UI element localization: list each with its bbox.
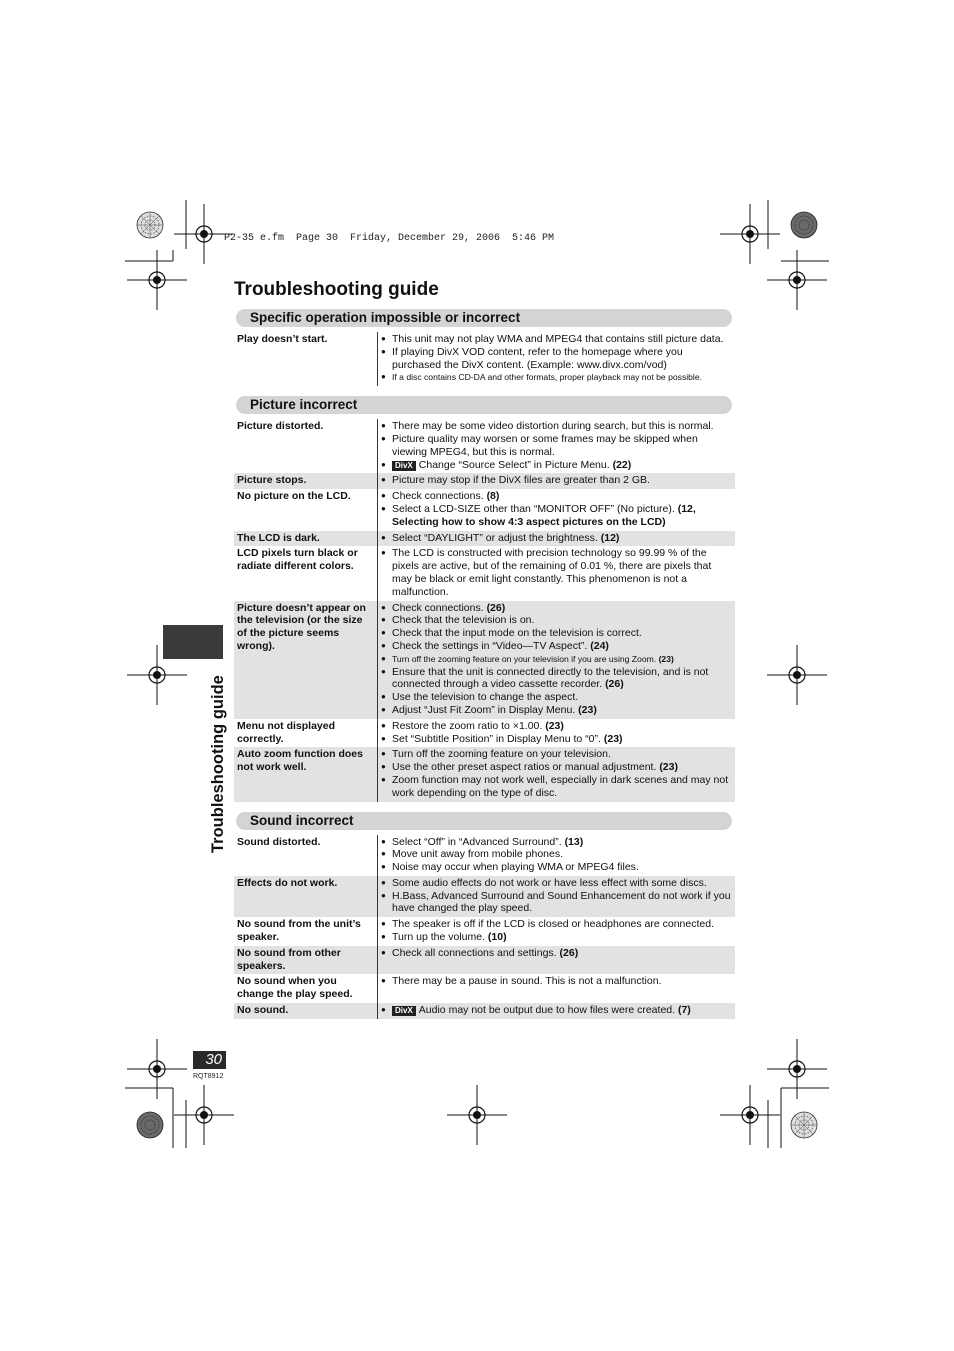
list-item (381, 931, 733, 944)
list-item (381, 704, 733, 717)
item-text: Picture quality may worsen or some frames may be skipped when viewing MPEG4, but this is normal. (392, 432, 698, 458)
item-text: Check the settings in “Video—TV Aspect”. (392, 639, 588, 652)
item-text: The LCD is constructed with precision technology so 99.99 % of the pixels are active, but of the remaining of 0.01 %, there are pixels that may be black or emit light constantly. This phenomenon is not a malfunction. (392, 547, 712, 598)
table-row (234, 531, 735, 547)
solution-list (381, 532, 733, 545)
table-row (234, 876, 735, 917)
list-item (381, 691, 733, 704)
page-reference: (13) (564, 835, 584, 848)
solution-list (381, 420, 733, 471)
page-reference: (23) (578, 703, 597, 716)
page-reference: (26) (559, 946, 579, 959)
problem-cell: No sound when you change the play speed. (234, 974, 378, 1003)
list-item (381, 614, 733, 627)
list-item (381, 547, 733, 598)
list-item (381, 420, 733, 433)
solution-list (381, 748, 733, 799)
item-text: Restore the zoom ratio to ×1.00. (392, 719, 543, 732)
item-text: Picture may stop if the DivX files are greater than 2 GB. (392, 474, 650, 487)
page-reference: (22) (612, 458, 632, 471)
solution-cell (378, 747, 736, 801)
item-text: If playing DivX VOD content, refer to the homepage where you purchased the DivX content. (Example: www.divx.com/vod) (392, 345, 683, 371)
list-item (381, 748, 733, 761)
list-item (381, 602, 733, 615)
list-item (381, 371, 733, 384)
page-reference: (23) (658, 653, 674, 664)
solution-list (381, 490, 733, 528)
solution-list (381, 602, 733, 717)
solution-cell (378, 419, 736, 473)
item-text: If a disc contains CD-DA and other formats, proper playback may not be possible. (392, 372, 703, 383)
list-item (381, 666, 733, 692)
item-text: H.Bass, Advanced Surround and Sound Enhancement do not work if you have changed the play speed. (392, 889, 731, 915)
list-item (381, 975, 733, 988)
list-item (381, 890, 733, 916)
list-item (381, 474, 733, 487)
solution-list (381, 474, 733, 487)
list-item (381, 333, 733, 346)
problem-cell: The LCD is dark. (234, 531, 378, 547)
table-row (234, 332, 735, 386)
section-heading: Specific operation impossible or incorrect (236, 309, 732, 327)
section (234, 309, 735, 386)
item-text: Check all connections and settings. (392, 946, 557, 959)
problem-cell: No sound from other speakers. (234, 946, 378, 975)
list-item (381, 459, 733, 472)
page-reference: (7) (677, 1004, 691, 1017)
page-reference: (24) (590, 639, 609, 652)
item-text: Noise may occur when playing WMA or MPEG4 files. (392, 861, 639, 874)
table-row (234, 946, 735, 975)
table-row (234, 473, 735, 489)
troubleshooting-content (234, 309, 735, 1029)
solution-cell (378, 974, 736, 1003)
problem-cell: Sound distorted. (234, 835, 378, 876)
list-item (381, 918, 733, 931)
item-text: Select a LCD-SIZE other than “MONITOR OFF” (No picture). (392, 502, 675, 515)
item-text: Ensure that the unit is connected directly to the television, and is not connected through a video cassette recorder. (392, 665, 709, 691)
item-text: Some audio effects do not work or have less effect with some discs. (392, 876, 707, 889)
solution-cell (378, 601, 736, 719)
page-reference: (12, Selecting how to show 4:3 aspect pictures on the LCD) (392, 502, 696, 528)
solution-cell (378, 531, 736, 547)
solution-cell (378, 473, 736, 489)
item-text: Turn off the zooming feature on your television if you are using Zoom. (392, 653, 657, 664)
item-text: Select “Off” in “Advanced Surround”. (392, 835, 562, 848)
list-item (381, 761, 733, 774)
divx-badge: DivX (392, 461, 416, 471)
item-text: Adjust “Just Fit Zoom” in Display Menu. (392, 703, 576, 716)
side-tab-marker (163, 625, 223, 659)
table-row (234, 719, 735, 748)
solution-cell (378, 876, 736, 917)
page-reference: (23) (603, 732, 623, 745)
solution-cell (378, 917, 736, 946)
section-heading: Sound incorrect (236, 812, 732, 830)
list-item (381, 733, 733, 746)
page-reference: (23) (659, 761, 678, 774)
table-row (234, 546, 735, 600)
solution-list (381, 720, 733, 746)
list-item (381, 836, 733, 849)
list-item (381, 1004, 733, 1017)
solution-cell (378, 489, 736, 530)
table-row (234, 1003, 735, 1019)
page-reference: (26) (605, 678, 624, 691)
solution-cell (378, 835, 736, 876)
list-item (381, 877, 733, 890)
list-item (381, 346, 733, 372)
section (234, 396, 735, 801)
divx-badge: DivX (392, 1006, 416, 1016)
problem-cell: Picture stops. (234, 473, 378, 489)
item-text: Set “Subtitle Position” in Display Menu to “0”. (392, 732, 601, 745)
table-row (234, 747, 735, 801)
problem-cell: No sound. (234, 1003, 378, 1019)
item-text: Check that the input mode on the television is correct. (392, 627, 642, 640)
solution-cell (378, 1003, 736, 1019)
list-item (381, 503, 733, 529)
page-number: 30 (193, 1051, 226, 1069)
item-text: This unit may not play WMA and MPEG4 that contains still picture data. (392, 333, 724, 345)
troubleshooting-table (234, 835, 735, 1019)
solution-list (381, 918, 733, 944)
problem-cell: Auto zoom function does not work well. (234, 747, 378, 801)
item-text: The speaker is off if the LCD is closed or headphones are connected. (392, 918, 714, 931)
table-row (234, 835, 735, 876)
list-item (381, 774, 733, 800)
item-text: Check connections. (392, 490, 484, 503)
problem-cell: Play doesn’t start. (234, 332, 378, 386)
problem-cell: Picture distorted. (234, 419, 378, 473)
solution-list (381, 333, 733, 384)
troubleshooting-table (234, 419, 735, 801)
solution-cell (378, 332, 736, 386)
troubleshooting-table (234, 332, 735, 386)
item-text: Use the other preset aspect ratios or manual adjustment. (392, 761, 657, 774)
solution-list (381, 836, 733, 874)
list-item (381, 653, 733, 666)
solution-list (381, 877, 733, 915)
side-tab-label: Troubleshooting guide (209, 675, 227, 853)
item-text: Audio may not be output due to how files were created. (418, 1004, 676, 1017)
table-row (234, 489, 735, 530)
problem-cell: Picture doesn’t appear on the television (or the size of the picture seems wrong). (234, 601, 378, 719)
item-text: Zoom function may not work well, especially in dark scenes and may not work depending on the type of disc. (392, 773, 729, 799)
item-text: There may be a pause in sound. This is not a malfunction. (392, 975, 662, 988)
page-title: Troubleshooting guide (234, 279, 439, 300)
list-item (381, 433, 733, 459)
solution-list (381, 1004, 733, 1017)
problem-cell: LCD pixels turn black or radiate different colors. (234, 546, 378, 600)
list-item (381, 532, 733, 545)
item-text: Change “Source Select” in Picture Menu. (418, 458, 610, 471)
table-row (234, 601, 735, 719)
list-item (381, 861, 733, 874)
page-reference: (10) (487, 931, 507, 944)
solution-list (381, 947, 733, 960)
page-reference: (12) (600, 531, 620, 544)
solution-cell (378, 719, 736, 748)
table-row (234, 974, 735, 1003)
item-text: Check connections. (392, 601, 484, 614)
page-reference: (23) (545, 719, 564, 732)
item-text: There may be some video distortion during search, but this is normal. (392, 420, 714, 433)
section-heading: Picture incorrect (236, 396, 732, 414)
item-text: Check that the television is on. (392, 614, 535, 627)
problem-cell: Menu not displayed correctly. (234, 719, 378, 748)
item-text: Turn up the volume. (392, 931, 485, 944)
list-item (381, 720, 733, 733)
list-item (381, 627, 733, 640)
page-reference: (8) (486, 490, 500, 503)
item-text: Move unit away from mobile phones. (392, 848, 563, 861)
page-reference: (26) (486, 601, 506, 614)
model-code: RQT8912 (193, 1073, 224, 1080)
solution-cell (378, 546, 736, 600)
item-text: Turn off the zooming feature on your television. (392, 748, 611, 761)
list-item (381, 490, 733, 503)
problem-cell: Effects do not work. (234, 876, 378, 917)
section (234, 812, 735, 1019)
problem-cell: No picture on the LCD. (234, 489, 378, 530)
item-text: Select “DAYLIGHT” or adjust the brightness. (392, 531, 598, 544)
problem-cell: No sound from the unit’s speaker. (234, 917, 378, 946)
list-item (381, 640, 733, 653)
table-row (234, 917, 735, 946)
solution-list (381, 975, 733, 988)
solution-list (381, 547, 733, 598)
item-text: Use the television to change the aspect. (392, 691, 579, 704)
print-header: P2-35 e.fm Page 30 Friday, December 29, 2006 5:46 PM (224, 233, 555, 244)
list-item (381, 947, 733, 960)
list-item (381, 848, 733, 861)
table-row (234, 419, 735, 473)
solution-cell (378, 946, 736, 975)
